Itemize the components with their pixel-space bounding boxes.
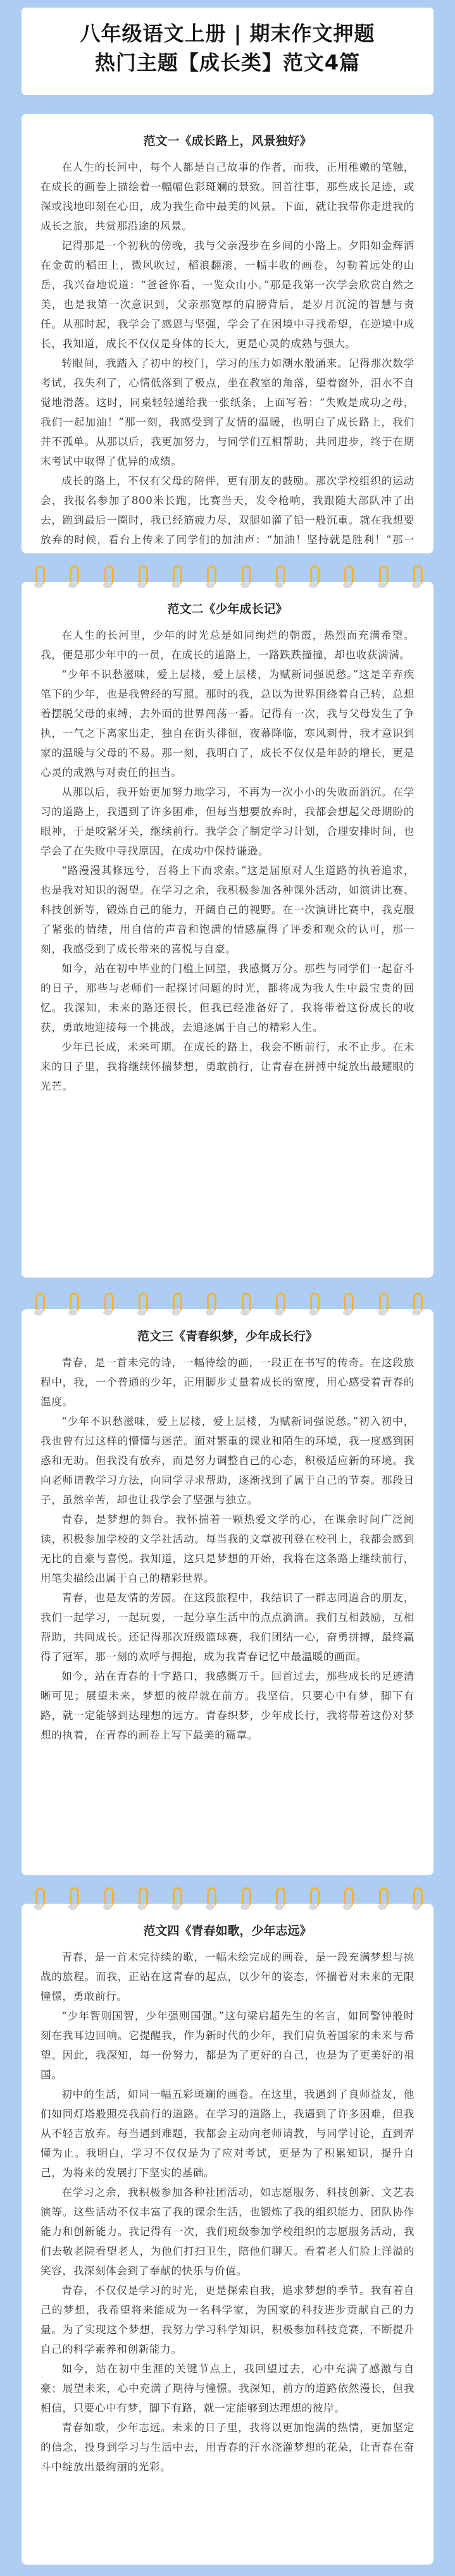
essay-title: 范文四《青春如歌，少年志远》 (143, 1924, 312, 1938)
ring-icon (136, 1887, 147, 1911)
page-subtitle: 热门主题【成长类】范文4篇 (94, 51, 361, 75)
binder-rings (22, 565, 433, 591)
essay-paragraph: “少年不识愁滋味，爱上层楼，爱上层楼，为赋新词强说愁。”这是辛弃疾笔下的少年，也是我曾经的写照。那时的我，总以为世界围绕着自己转，总想着摆脱父母的束缚，去外面的世界闯荡一番。记得有一次，我与父母发生了争执，一气之下离家出走，独自在街头徘徊，夜幕降临，寒风刺骨，我才意识到家的温暖与父母的不易。那一刻，我明白了，成长不仅仅是年龄的增长，更是心灵的成熟与对责任的担当。 (41, 669, 414, 779)
essay-paragraph: 青春，不仅仅是学习的时光，更是探索自我，追求梦想的季节。我有着自己的梦想，我希望将来能成为一名科学家，为国家的科技进步贡献自己的力量。为了实现这个梦想，我努力学习科学知识，积极参加科技竞赛，不断提升自己的科学素养和创新能力。 (41, 2284, 414, 2355)
essay-paragraph: 青春，也是友情的芳园。在这段旅程中，我结识了一群志同道合的朋友，我们一起学习，一起玩耍，一起分享生活中的点点滴滴。我们互相鼓励，互相帮助，共同成长。还记得那次班级篮球赛，我们团结一心，奋勇拼搏，最终赢得了冠军，那一刻的欢呼与拥抱，成为我青春记忆中最温暖的画面。 (41, 1592, 414, 1663)
ring-icon (342, 1293, 353, 1317)
ring-icon (67, 1293, 78, 1317)
essay-paragraph: 从那以后，我开始更加努力地学习，不再为一次小小的失败而消沉。在学习的道路上，我遇到了许多困难，但每当想要放弃时，我都会想起父母期盼的眼神，于是咬紧牙关，继续前行。我学会了制定学习计划，合理安排时间，也学会了在失败中寻找原因，在成功中保持谦逊。 (41, 786, 414, 857)
essay-body (41, 1947, 414, 2558)
essay-paragraph: 在人生的长河中，每个人都是自己故事的作者，而我，正用稚嫩的笔触，在成长的画卷上描绘着一幅幅色彩斑斓的景致。回首往事，那些成长足迹，或深或浅地印刻在心田，成为我生命中最美的风景。下面，就让我带你走进我的成长之旅，共赏那沿途的风景。 (41, 161, 414, 232)
essay-paragraph: 在人生的长河里，少年的时光总是如同绚烂的朝霞，热烈而充满希望。我，便是那少年中的一员，在成长的道路上，一路跌跌撞撞，却也收获满满。 (41, 629, 414, 661)
essay-title: 范文一《成长路上，风景独好》 (143, 134, 312, 148)
essay-paragraph: 如今，站在初中生涯的关键节点上，我回望过去，心中充满了感激与自豪；展望未来，心中充满了期待与憧憬。我深知，前方的道路依然漫长，但我相信，只要心中有梦，脚下有路，就一定能够到达理想的彼岸。 (41, 2363, 414, 2414)
essay-card-4 (22, 1904, 433, 2565)
ring-icon (308, 1887, 319, 1911)
ring-icon (308, 565, 319, 589)
essay-body (41, 157, 414, 550)
essay-paragraph: “少年智则国智，少年强则国强。”这句梁启超先生的名言，如同警钟般时刻在我耳边回响。它提醒我，作为新时代的少年，我们肩负着国家的未来与希望。因此，我深知，每一份努力，都是为了更好的自己，也是为了更美好的祖国。 (41, 2010, 414, 2081)
ring-icon (377, 1293, 388, 1317)
ring-icon (170, 565, 182, 589)
ring-icon (102, 565, 113, 589)
page-header (22, 8, 433, 95)
page-title: 八年级语文上册 | 期末作文押题 (80, 22, 375, 46)
ring-icon (411, 1293, 422, 1317)
ring-icon (102, 1293, 113, 1317)
essay-card-1 (22, 114, 433, 553)
ring-icon (102, 1887, 113, 1911)
essay-paragraph: 青春如歌，少年志远。未来的日子里，我将以更加饱满的热情，更加坚定的信念，投身到学习与生活中去，用青春的汗水浇灌梦想的花朵，让青春在奋斗中绽放出最绚丽的光彩。 (41, 2422, 414, 2473)
essay-card-2 (22, 582, 433, 1278)
binder-rings (22, 1887, 433, 1913)
essay-paragraph: 在学习之余，我积极参加各种社团活动，如志愿服务、科技创新、文艺表演等。这些活动不仅丰富了我的课余生活，也锻炼了我的组织能力、团队协作能力和创新能力。我记得有一次，我们班级参加学校组织的志愿服务活动，我们去敬老院看望老人，为他们打扫卫生，陪他们聊天。看着老人们脸上洋溢的笑容，我深刻体会到了奉献的快乐与价值。 (41, 2186, 414, 2277)
essay-title: 范文三《青春织梦，少年成长行》 (137, 1329, 318, 1343)
ring-icon (411, 1887, 422, 1911)
essay-paragraph: 记得那是一个初秋的傍晚，我与父亲漫步在乡间的小路上。夕阳如金辉洒在金黄的稻田上，微风吹过，稻浪翻滚，一幅丰收的画卷，勾勒着远处的山岳，我兴奋地说道：“爸爸你看，一览众山小。”那是我第一次学会欣赏自然之美，也是我第一次意识到，父亲那宽厚的肩膀背后，是岁月沉淀的智慧与责任。从那时起，我学会了感恩与坚强，学会了在困境中寻找希望，在逆境中成长，我知道，成长不仅仅是身体的长大，更是心灵的成熟与强大。 (41, 240, 414, 350)
ring-icon (273, 1293, 285, 1317)
ring-icon (411, 565, 422, 589)
ring-icon (273, 565, 285, 589)
binder-rings (22, 1293, 433, 1318)
ring-icon (342, 565, 353, 589)
ring-icon (67, 1887, 78, 1911)
ring-icon (377, 565, 388, 589)
ring-icon (33, 1887, 44, 1911)
ring-icon (377, 1887, 388, 1911)
essay-paragraph: 如今，站在青春的十字路口，我感慨万千。回首过去，那些成长的足迹清晰可见；展望未来，梦想的彼岸就在前方。我坚信，只要心中有梦，脚下有路，就一定能够到达理想的远方。青春织梦，少年成长行，我将带着这份对梦想的执着，在青春的画卷上写下最美的篇章。 (41, 1670, 414, 1741)
ring-icon (273, 1887, 285, 1911)
ring-icon (33, 565, 44, 589)
essay-paragraph: “路漫漫其修远兮，吾将上下而求索。”这是屈原对人生道路的执着追求，也是我对知识的渴望。在学习之余，我积极参加各种课外活动，如演讲比赛、科技创新等，锻炼自己的能力，开阔自己的视野。在一次演讲比赛中，我克服了紧张的情绪，用自信的声音和饱满的情感赢得了评委和观众的认可，那一刻，我感受到了成长带来的喜悦与自豪。 (41, 865, 414, 955)
ring-icon (33, 1293, 44, 1317)
essay-body (41, 1353, 414, 1871)
ring-icon (204, 1887, 216, 1911)
essay-paragraph: 如今，站在初中毕业的门槛上回望，我感慨万分。那些与同学们一起奋斗的日子，那些与老师们一起探讨问题的时光，都将成为我人生中最宝贵的回忆。我深知，未来的路还很长，但我已经准备好了，我将带着这份成长的收获，勇敢地迎接每一个挑战，去追逐属于自己的精彩人生。 (41, 963, 414, 1033)
essay-paragraph: 青春，是一首未完待续的歌，一幅未绘完成的画卷，是一段充满梦想与挑战的旅程。而我，正站在这青春的起点，以少年的姿态，怀揣着对未来的无限憧憬，勇敢前行。 (41, 1951, 414, 2002)
essay-paragraph: “少年不识愁滋味，爱上层楼，爱上层楼，为赋新词强说愁。”初入初中，我也曾有过这样的懵懂与迷茫。面对繁重的课业和陌生的环境，我一度感到困惑和无助。但我没有放弃，而是努力调整自己的心态，积极适应新的环境。我向老师请教学习方法，向同学寻求帮助，逐渐找到了属于自己的节奏。那段日子，虽然辛苦，却也让我学会了坚强与独立。 (41, 1415, 414, 1506)
ring-icon (136, 1293, 147, 1317)
ring-icon (308, 1293, 319, 1317)
ring-icon (67, 565, 78, 589)
ring-icon (342, 1887, 353, 1911)
ring-icon (239, 565, 251, 589)
ring-icon (170, 1887, 182, 1911)
essay-paragraph: 转眼间，我踏入了初中的校门，学习的压力如潮水般涌来。记得那次数学考试，我失利了，心情低落到了极点，坐在教室的角落，望着窗外，泪水不自觉地滑落。这时，同桌轻轻递给我一张纸条，上面写着：“失败是成功之母，我们一起加油！”那一刻，我感受到了友情的温暖，也明白了成长路上，我们并不孤单。从那以后，我更加努力，与同学们互相帮助，共同进步，终于在期末考试中取得了优异的成绩。 (41, 357, 414, 467)
ring-icon (204, 565, 216, 589)
essay-card-3 (22, 1309, 433, 1875)
essay-paragraph: 青春，是一首未完的诗，一幅待绘的画，一段正在书写的传奇。在这段旅程中，我，一个普通的少年，正用脚步丈量着成长的宽度，用心感受着青春的温度。 (41, 1357, 414, 1408)
ring-icon (170, 1293, 182, 1317)
essay-paragraph: 初中的生活，如同一幅五彩斑斓的画卷。在这里，我遇到了良师益友，他们如同灯塔般照亮我前行的道路。在学习的道路上，我遇到了许多困难，但我从不轻言放弃。每当遇到难题，我都会主动向老师请教，与同学讨论，直到弄懂为止。我明白，学习不仅仅是为了应对考试，更是为了积累知识，提升自己，为将来的发展打下坚实的基础。 (41, 2088, 414, 2179)
ring-icon (239, 1293, 251, 1317)
essay-paragraph: 少年已长成，未来可期。在成长的路上，我会不断前行，永不止步。在未来的日子里，我将继续怀揣梦想，勇敢前行，让青春在拼搏中绽放出最耀眼的光芒。 (41, 1041, 414, 1092)
ring-icon (239, 1887, 251, 1911)
essay-title: 范文二《少年成长记》 (167, 602, 288, 616)
essay-body (41, 626, 414, 1271)
essay-paragraph: 成长的路上，不仅有父母的陪伴，更有朋友的鼓励。那次学校组织的运动会，我报名参加了800米长跑，比赛当天，发令枪响，我跟随大部队冲了出去，跑到最后一圈时，我已经筋疲力尽，双腿如灌了铅一般沉重。就在我想要放弃的时候，看台上传来了同学们的加油声：“加油！坚持就是胜利！”那一 (41, 475, 414, 546)
ring-icon (204, 1293, 216, 1317)
ring-icon (136, 565, 147, 589)
essay-paragraph: 青春，是梦想的舞台。我怀揣着一颗热爱文学的心，在课余时间广泛阅读，积极参加学校的文学社活动。每当我的文章被刊登在校刊上，我都会感到无比的自豪与喜悦。我知道，这只是梦想的开始，我将在这条路上继续前行，用笔尖描绘出属于自己的精彩世界。 (41, 1513, 414, 1584)
